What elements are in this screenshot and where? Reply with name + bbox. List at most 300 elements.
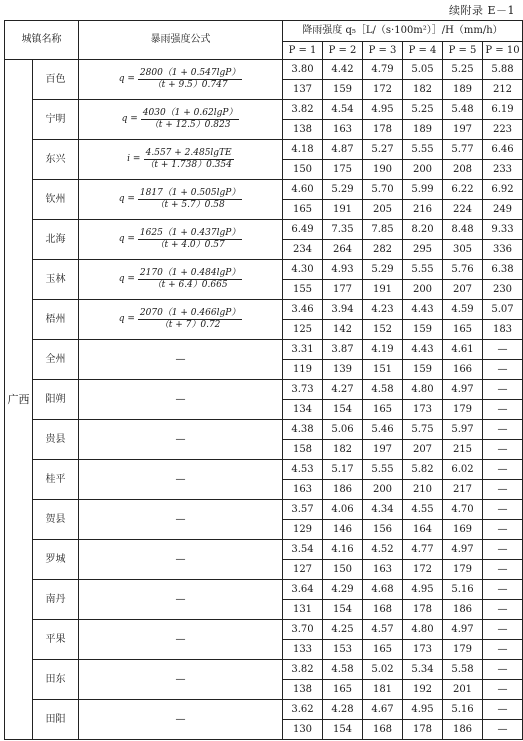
q-value-cell: 5.46 [363,420,403,440]
q-value-cell: 5.48 [443,100,483,120]
formula-dash: — [175,553,186,565]
q-value-cell: 4.95 [363,100,403,120]
q-value-cell: 4.18 [283,140,323,160]
h-value-cell: 191 [363,280,403,300]
q-value-cell: 5.05 [403,60,443,80]
h-value-cell: 164 [403,520,443,540]
header-city: 城镇名称 [5,21,79,60]
formula-fraction [119,269,243,290]
formula-dash: — [175,393,186,405]
q-value-cell: 4.23 [363,300,403,320]
city-name-cell: 钦州 [33,180,79,220]
h-value-cell: 138 [283,120,323,140]
h-value-cell: 178 [403,720,443,740]
h-value-cell: 189 [403,120,443,140]
formula-cell [79,100,283,140]
h-value-cell: 169 [443,520,483,540]
header-period: P = 3 [363,42,403,60]
q-value-cell: 4.77 [403,540,443,560]
q-value-cell: 4.53 [283,460,323,480]
q-value-cell: 5.77 [443,140,483,160]
h-value-cell: 207 [403,440,443,460]
city-name-cell: 田阳 [33,700,79,740]
q-value-cell: — [483,620,523,640]
q-value-cell: 5.34 [403,660,443,680]
q-value-cell: 4.67 [363,700,403,720]
h-value-cell: 178 [363,120,403,140]
q-value-cell: 3.87 [323,340,363,360]
table-row [5,140,523,160]
q-value-cell: 5.06 [323,420,363,440]
h-value-cell: 165 [363,640,403,660]
h-value-cell: 216 [403,200,443,220]
formula-lhs: q = [118,194,135,204]
city-name-cell: 东兴 [33,140,79,180]
formula-dash: — [175,353,186,365]
h-value-cell: 150 [283,160,323,180]
q-value-cell: 4.59 [443,300,483,320]
formula-cell [79,460,283,500]
h-value-cell: 154 [323,720,363,740]
q-value-cell: — [483,340,523,360]
city-name-cell: 平果 [33,620,79,660]
h-value-cell: 134 [283,400,323,420]
q-value-cell: — [483,420,523,440]
q-value-cell: 3.82 [283,100,323,120]
table-row [5,500,523,520]
h-value-cell: 155 [283,280,323,300]
formula-numerator: 4030（1 + 0.62lgP） [142,108,238,118]
h-value-cell: — [483,720,523,740]
h-value-cell: 210 [403,480,443,500]
formula-denominator: （t + 6.4）0.665 [152,280,228,290]
q-value-cell: 3.94 [323,300,363,320]
h-value-cell: 223 [483,120,523,140]
h-value-cell: 168 [363,600,403,620]
q-value-cell: — [483,500,523,520]
formula-lhs: i = [127,154,141,164]
formula-fraction [122,109,240,130]
q-value-cell: 4.61 [443,340,483,360]
h-value-cell: 139 [323,360,363,380]
formula-fraction [119,189,243,210]
h-value-cell: 264 [323,240,363,260]
h-value-cell: 142 [323,320,363,340]
h-value-cell: 129 [283,520,323,540]
q-value-cell: 4.25 [323,620,363,640]
q-value-cell: 4.28 [323,700,363,720]
formula-cell [79,420,283,460]
h-value-cell: 179 [443,400,483,420]
q-value-cell: 4.29 [323,580,363,600]
h-value-cell: 201 [443,680,483,700]
h-value-cell: 186 [323,480,363,500]
formula-dash: — [175,593,186,605]
q-value-cell: 3.54 [283,540,323,560]
q-value-cell: 4.58 [323,660,363,680]
h-value-cell: 207 [443,280,483,300]
q-value-cell: 7.35 [323,220,363,240]
q-value-cell: 4.80 [403,620,443,640]
q-value-cell: 4.55 [403,500,443,520]
h-value-cell: 179 [443,640,483,660]
h-value-cell: 158 [283,440,323,460]
formula-denominator: （t + 5.7）0.58 [155,200,225,210]
q-value-cell: 5.55 [363,460,403,480]
q-value-cell: 4.93 [323,260,363,280]
q-value-cell: 5.29 [323,180,363,200]
h-value-cell: 197 [363,440,403,460]
h-value-cell: 165 [323,680,363,700]
h-value-cell: 305 [443,240,483,260]
h-value-cell: 163 [363,560,403,580]
h-value-cell: 125 [283,320,323,340]
q-value-cell: — [483,580,523,600]
h-value-cell: — [483,440,523,460]
h-value-cell: 127 [283,560,323,580]
q-value-cell: 6.22 [443,180,483,200]
q-value-cell: 3.73 [283,380,323,400]
h-value-cell: 156 [363,520,403,540]
q-value-cell: 4.58 [363,380,403,400]
formula-lhs: q = [118,274,135,284]
q-value-cell: 4.68 [363,580,403,600]
city-name-cell: 田东 [33,660,79,700]
h-value-cell: 130 [283,720,323,740]
q-value-cell: 6.49 [283,220,323,240]
table-row [5,620,523,640]
table-row [5,580,523,600]
q-value-cell: 4.79 [363,60,403,80]
formula-cell [79,500,283,540]
h-value-cell: 215 [443,440,483,460]
city-name-cell: 宁明 [33,100,79,140]
table-row [5,100,523,120]
h-value-cell: 186 [443,720,483,740]
q-value-cell: 3.57 [283,500,323,520]
h-value-cell: 192 [403,680,443,700]
h-value-cell: 234 [283,240,323,260]
q-value-cell: 5.97 [443,420,483,440]
formula-dash: — [175,513,186,525]
table-row [5,180,523,200]
formula-denominator: （t + 12.5）0.823 [149,120,231,130]
h-value-cell: 159 [323,80,363,100]
table-row [5,220,523,240]
h-value-cell: 172 [403,560,443,580]
q-value-cell: 4.57 [363,620,403,640]
city-name-cell: 梧州 [33,300,79,340]
table-row [5,460,523,480]
formula-lhs: q = [118,234,135,244]
formula-cell [79,60,283,100]
formula-cell [79,220,283,260]
h-value-cell: 163 [283,480,323,500]
h-value-cell: 138 [283,680,323,700]
h-value-cell: 151 [363,360,403,380]
q-value-cell: — [483,380,523,400]
q-value-cell: 5.55 [403,140,443,160]
q-value-cell: 5.99 [403,180,443,200]
h-value-cell: 146 [323,520,363,540]
h-value-cell: 200 [403,160,443,180]
q-value-cell: 3.64 [283,580,323,600]
q-value-cell: 4.70 [443,500,483,520]
q-value-cell: 7.85 [363,220,403,240]
formula-cell [79,660,283,700]
header-period: P = 10 [483,42,523,60]
q-value-cell: — [483,700,523,720]
formula-lhs: q = [118,74,135,84]
h-value-cell: 175 [323,160,363,180]
h-value-cell: 178 [403,600,443,620]
q-value-cell: 4.19 [363,340,403,360]
q-value-cell: 5.02 [363,660,403,680]
h-value-cell: 186 [443,600,483,620]
h-value-cell: 166 [443,360,483,380]
h-value-cell: 159 [403,320,443,340]
formula-cell [79,540,283,580]
h-value-cell: 165 [443,320,483,340]
h-value-cell: 133 [283,640,323,660]
q-value-cell: 6.38 [483,260,523,280]
formula-numerator: 2800（1 + 0.547lgP） [139,68,241,78]
formula-dash: — [175,433,186,445]
table-row [5,700,523,720]
q-value-cell: 4.52 [363,540,403,560]
q-value-cell: 9.33 [483,220,523,240]
city-name-cell: 贵县 [33,420,79,460]
table-row [5,660,523,680]
h-value-cell: 173 [403,400,443,420]
q-value-cell: 4.43 [403,340,443,360]
q-value-cell: 4.95 [403,700,443,720]
formula-fraction [119,309,243,330]
q-value-cell: 4.97 [443,380,483,400]
q-value-cell: 3.80 [283,60,323,80]
table-row [5,300,523,320]
q-value-cell: — [483,660,523,680]
q-value-cell: 3.70 [283,620,323,640]
formula-cell [79,580,283,620]
formula-numerator: 4.557 + 2.485lgTE [145,148,232,158]
h-value-cell: 177 [323,280,363,300]
h-value-cell: 200 [363,480,403,500]
formula-cell [79,140,283,180]
q-value-cell: 5.17 [323,460,363,480]
city-name-cell: 玉林 [33,260,79,300]
formula-denominator: （t + 9.5）0.747 [152,80,228,90]
h-value-cell: — [483,520,523,540]
h-value-cell: 224 [443,200,483,220]
header-formula: 暴雨强度公式 [79,21,283,60]
h-value-cell: 154 [323,600,363,620]
city-name-cell: 南丹 [33,580,79,620]
q-value-cell: 5.75 [403,420,443,440]
h-value-cell: 230 [483,280,523,300]
header-period: P = 4 [403,42,443,60]
table-row [5,380,523,400]
q-value-cell: — [483,540,523,560]
formula-fraction [119,229,243,250]
table-row [5,420,523,440]
q-value-cell: 5.55 [403,260,443,280]
h-value-cell: 153 [323,640,363,660]
h-value-cell: — [483,640,523,660]
h-value-cell: — [483,480,523,500]
q-value-cell: 4.80 [403,380,443,400]
h-value-cell: 336 [483,240,523,260]
h-value-cell: — [483,400,523,420]
formula-fraction [127,149,234,170]
q-value-cell: 5.16 [443,700,483,720]
h-value-cell: 182 [403,80,443,100]
formula-lhs: q = [118,314,135,324]
q-value-cell: 4.06 [323,500,363,520]
h-value-cell: 205 [363,200,403,220]
q-value-cell: 3.46 [283,300,323,320]
h-value-cell: 282 [363,240,403,260]
q-value-cell: — [483,460,523,480]
formula-dash: — [175,633,186,645]
h-value-cell: 295 [403,240,443,260]
q-value-cell: 5.25 [443,60,483,80]
q-value-cell: 5.29 [363,260,403,280]
h-value-cell: 163 [323,120,363,140]
q-value-cell: 5.16 [443,580,483,600]
q-value-cell: 6.02 [443,460,483,480]
formula-dash: — [175,713,186,725]
q-value-cell: 8.48 [443,220,483,240]
q-value-cell: 8.20 [403,220,443,240]
table-caption: 续附录 E－1 [448,4,515,17]
q-value-cell: 3.62 [283,700,323,720]
q-value-cell: 5.07 [483,300,523,320]
h-value-cell: — [483,560,523,580]
formula-numerator: 2070（1 + 0.466lgP） [139,308,241,318]
city-name-cell: 北海 [33,220,79,260]
h-value-cell: 183 [483,320,523,340]
table-row [5,340,523,360]
formula-dash: — [175,473,186,485]
q-value-cell: 4.16 [323,540,363,560]
city-name-cell: 百色 [33,60,79,100]
table-row [5,260,523,280]
q-value-cell: 4.30 [283,260,323,280]
q-value-cell: 6.92 [483,180,523,200]
h-value-cell: 233 [483,160,523,180]
h-value-cell: 131 [283,600,323,620]
province-cell: 广西 [5,60,33,740]
h-value-cell: 168 [363,720,403,740]
q-value-cell: 5.25 [403,100,443,120]
h-value-cell: 181 [363,680,403,700]
formula-cell [79,260,283,300]
city-name-cell: 贺县 [33,500,79,540]
h-value-cell: 217 [443,480,483,500]
header-intensity: 降雨强度 q₅［L/（s·100m²）］/H（mm/h） [283,21,523,42]
formula-cell [79,380,283,420]
formula-lhs: q = [121,114,138,124]
h-value-cell: 212 [483,80,523,100]
q-value-cell: 4.87 [323,140,363,160]
table-row [5,60,523,80]
table-row [5,540,523,560]
formula-denominator: （t + 1.738）0.354 [145,160,232,170]
formula-cell [79,340,283,380]
q-value-cell: 4.97 [443,540,483,560]
formula-numerator: 1817（1 + 0.505lgP） [139,188,241,198]
q-value-cell: 5.58 [443,660,483,680]
h-value-cell: 197 [443,120,483,140]
q-value-cell: 3.82 [283,660,323,680]
h-value-cell: — [483,680,523,700]
header-period: P = 2 [323,42,363,60]
q-value-cell: 4.54 [323,100,363,120]
h-value-cell: 190 [363,160,403,180]
header-period: P = 1 [283,42,323,60]
q-value-cell: 5.82 [403,460,443,480]
h-value-cell: 154 [323,400,363,420]
h-value-cell: 179 [443,560,483,580]
h-value-cell: 200 [403,280,443,300]
q-value-cell: 4.27 [323,380,363,400]
formula-numerator: 2170（1 + 0.484lgP） [139,268,241,278]
formula-fraction [119,69,243,90]
q-value-cell: 5.70 [363,180,403,200]
q-value-cell: 6.19 [483,100,523,120]
h-value-cell: 119 [283,360,323,380]
formula-dash: — [175,673,186,685]
h-value-cell: 159 [403,360,443,380]
q-value-cell: 6.46 [483,140,523,160]
city-name-cell: 桂平 [33,460,79,500]
h-value-cell: 208 [443,160,483,180]
h-value-cell: 173 [403,640,443,660]
q-value-cell: 4.38 [283,420,323,440]
formula-cell [79,620,283,660]
formula-denominator: （t + 4.0）0.57 [155,240,225,250]
header-period: P = 5 [443,42,483,60]
rainfall-intensity-table [4,20,523,740]
q-value-cell: 4.60 [283,180,323,200]
q-value-cell: 4.95 [403,580,443,600]
h-value-cell: 189 [443,80,483,100]
formula-cell [79,300,283,340]
q-value-cell: 4.97 [443,620,483,640]
h-value-cell: 191 [323,200,363,220]
q-value-cell: 4.42 [323,60,363,80]
q-value-cell: 5.76 [443,260,483,280]
formula-cell [79,700,283,740]
formula-cell [79,180,283,220]
city-name-cell: 罗城 [33,540,79,580]
q-value-cell: 4.43 [403,300,443,320]
city-name-cell: 阳朔 [33,380,79,420]
h-value-cell: — [483,360,523,380]
h-value-cell: 137 [283,80,323,100]
h-value-cell: — [483,600,523,620]
city-name-cell: 全州 [33,340,79,380]
h-value-cell: 172 [363,80,403,100]
formula-denominator: （t + 7）0.72 [159,320,221,330]
h-value-cell: 249 [483,200,523,220]
h-value-cell: 150 [323,560,363,580]
h-value-cell: 182 [323,440,363,460]
q-value-cell: 4.34 [363,500,403,520]
h-value-cell: 152 [363,320,403,340]
q-value-cell: 3.31 [283,340,323,360]
